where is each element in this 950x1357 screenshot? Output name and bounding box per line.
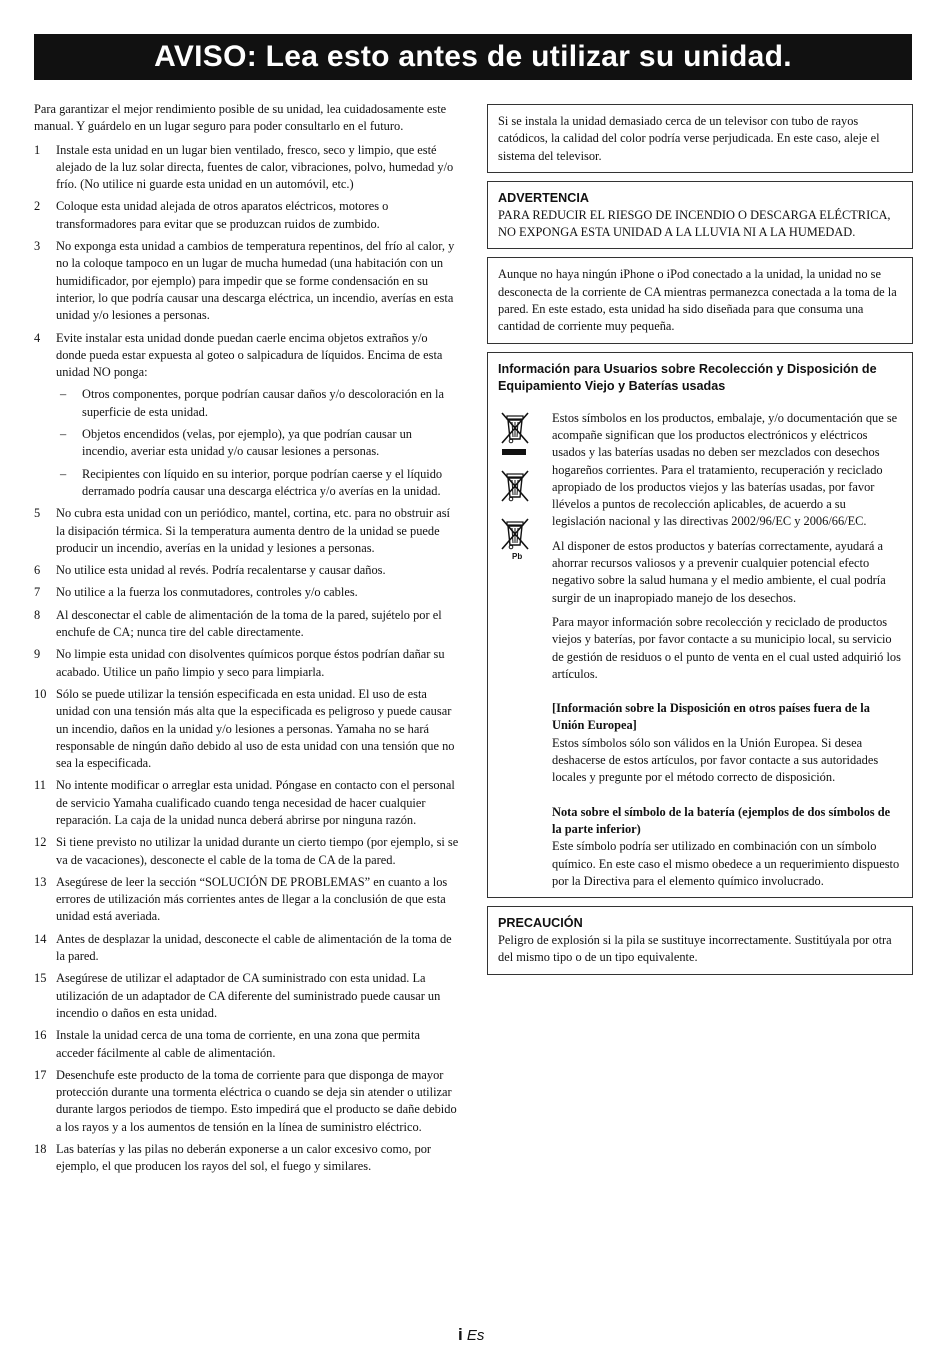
- warning-title: ADVERTENCIA: [498, 190, 589, 205]
- list-item-text: Evite instalar esta unidad donde puedan caerle encima objetos extraños y/o donde pueda estar expuesta al goteo o salpicadura de líquidos. Encima de esta unidad NO ponga:: [56, 330, 443, 380]
- weee-box: [487, 352, 913, 898]
- crossed-bin-bar-icon: [498, 410, 532, 460]
- list-item: 15 Asegúrese de utilizar el adaptador de CA suministrado con esta unidad. La utilización de un adaptador de CA diferente del suministrado puede causar un incendio o daños en esta unidad.: [34, 971, 441, 1020]
- list-item: 4 Evite instalar esta unidad donde puedan caerle encima objetos extraños y/o donde pueda estar expuesta al goteo o salpicadura de líquidos. Encima de esta unidad NO ponga: – Otros componentes, porque podrían causar daños y/o descoloración en la superficie de esta unidad. – Objetos encendidos (velas, por ejemplo), ya que podrían causar un incendio, averiar esta unidad y/o causar lesiones a personas. – Recipientes con líquido en su interior, porque podrían caerse y el líquido derramado podría causar una descarga eléctrica y/o averías en la unidad.: [34, 330, 460, 501]
- eu-info-title: [Información sobre la Disposición en otros países fuera de la Unión Europea]: [552, 701, 870, 733]
- battery-note-text: Este símbolo podría ser utilizado en combinación con un símbolo químico. En este caso el mismo obedece a un requerimiento dispuesto por la Directiva para el elemento químico involucrado.: [552, 839, 900, 888]
- pb-label: Pb: [512, 551, 523, 561]
- list-item: 12 Si tiene previsto no utilizar la unidad durante un cierto tiempo (por ejemplo, si se va de vacaciones), desconecte el cable de la toma de CA de la pared.: [34, 835, 459, 867]
- page-footer: [458, 1325, 484, 1345]
- list-item: 10 Sólo se puede utilizar la tensión especificada en esta unidad. El uso de esta unidad con una tensión más alta que la especificada es peligroso y puede causar un incendio, daños en la unidad y/o lesiones a personas. Yamaha no se hará responsable de ningún daño debido al uso de esta unidad con una tensión que no sea la especificada.: [34, 686, 455, 771]
- battery-note-title: Nota sobre el símbolo de la batería (ejemplos de dos símbolos de la parte inferior): [552, 804, 891, 836]
- crossed-bin-icon: [498, 468, 532, 504]
- weee-paragraph: Estos símbolos en los productos, embalaje, y/o documentación que se acompañe significan que los productos electrónicos y eléctricos usados y las baterías usadas no deben ser mezclados con desechos hogareños corrientes. Para el tratamiento, recuperación y reciclado apropiado de los productos viejos y las baterías usadas, por favor llévelos a puntos de recolección aplicables, de acuerdo a su legislación nacional y las directivas 2002/96/EC y 2006/66/EC.: [552, 410, 898, 529]
- page-title: AVISO: Lea esto antes de utilizar su unidad.: [154, 40, 792, 73]
- ipod-notice-box: [487, 257, 913, 343]
- sub-item: – Objetos encendidos (velas, por ejemplo), ya que podrían causar un incendio, averiar esta unidad y/o causar lesiones a personas.: [60, 427, 412, 459]
- weee-icons: [498, 410, 552, 890]
- left-column: [34, 101, 460, 1181]
- warning-text: PARA REDUCIR EL RIESGO DE INCENDIO O DESCARGA ELÉCTRICA, NO EXPONGA ESTA UNIDAD A LA LLUVIA NI A LA HUMEDAD.: [498, 207, 891, 240]
- tv-notice-box: [487, 104, 913, 173]
- list-item: 6 No utilice esta unidad al revés. Podría recalentarse y causar daños.: [34, 563, 386, 578]
- list-item: 8 Al desconectar el cable de alimentación de la toma de la pared, sujételo por el enchufe de CA; nunca tire del cable directamente.: [34, 607, 442, 640]
- precautions-list: [34, 142, 460, 1176]
- caution-box: [487, 906, 913, 975]
- list-item: 3 No exponga esta unidad a cambios de temperatura repentinos, del frío al calor, y no la coloque tampoco en un lugar de mucha humedad (una habitación con un humidificador, por ejemplo) para impedir que se forme condensación en su interior, lo que podría causar una descarga eléctrica, un incendio, averías en esta unidad y/o lesiones a personas.: [34, 239, 455, 323]
- page-number: i: [458, 1325, 463, 1344]
- warning-box: [487, 181, 913, 250]
- list-item: 9 No limpie esta unidad con disolventes químicos porque éstos podrían dañar su acabado. Utilice un paño limpio y seco para limpiarla.: [34, 647, 445, 679]
- weee-paragraph: Para mayor información sobre recolección y reciclado de productos viejos y baterías, por favor contacte a su municipio local, su servicio de gestión de residuos o el punto de venta en el cual usted adquirió los artículos.: [552, 614, 901, 681]
- sub-item: – Otros componentes, porque podrían causar daños y/o descoloración en la superficie de esta unidad.: [60, 387, 444, 419]
- caution-text: Peligro de explosión si la pila se sustituye incorrectamente. Sustitúyala por otra del mismo tipo o de un tipo equivalente.: [498, 933, 892, 965]
- sub-item: – Recipientes con líquido en su interior, porque podrían caerse y el líquido derramado podría causar una descarga eléctrica y/o averías en la unidad.: [60, 466, 443, 498]
- list-item: 16 Instale la unidad cerca de una toma de corriente, en una zona que permita acceder fácilmente al cable de alimentación.: [34, 1028, 420, 1060]
- tv-notice-text: Si se instala la unidad demasiado cerca de un televisor con tubo de rayos catódicos, la calidad del color podría verse perjudicada. En este caso, aleje el sistema del televisor.: [498, 114, 880, 163]
- list-item: 18 Las baterías y las pilas no deberán exponerse a un calor excesivo como, por ejemplo, el que producen los rayos del sol, el fuego y similares.: [34, 1142, 432, 1174]
- list-item: 1 Instale esta unidad en un lugar bien ventilado, fresco, seco y limpio, que esté alejado de la luz solar directa, fuentes de calor, vibraciones, polvo, humedad y/o frío. (No utilice ni guarde esta unidad en un automóvil, etc.): [34, 142, 454, 192]
- list-item: 17 Desenchufe este producto de la toma de corriente para que disponga de mayor protección durante una tormenta eléctrica o cuando se deja sin atender o utilizar durante largos periodos de tiempo. Esto impedirá que el producto se dañe debido a los rayos y a los aumentos de tensión en la línea de suministro eléctrico.: [34, 1067, 457, 1134]
- weee-title: Información para Usuarios sobre Recolección y Disposición de Equipamiento Viejo y Baterías usadas: [498, 361, 877, 394]
- list-item: 14 Antes de desplazar la unidad, desconecte el cable de alimentación de la toma de la pared.: [34, 931, 452, 964]
- crossed-bin-icon: [498, 516, 532, 552]
- caution-title: PRECAUCIÓN: [498, 916, 583, 931]
- list-item: 5 No cubra esta unidad con un periódico, mantel, cortina, etc. para no obstruir así la disipación térmica. Si la temperatura aumenta dentro de la unidad se puede producir un incendio, averías en la unidad y lesiones a personas.: [34, 506, 450, 555]
- list-item: 11 No intente modificar o arreglar esta unidad. Póngase en contacto con el personal de servicio Yamaha cualificado cuando tenga necesidad de hacer cualquier reparación. La caja de la unidad nunca deberá abrirse por ninguna razón.: [34, 778, 455, 827]
- eu-info-text: Estos símbolos sólo son válidos en la Unión Europea. Si desea deshacerse de estos artículos, por favor contacte a sus autoridades locales y pregunte por el método correcto de disposición.: [552, 735, 879, 785]
- ipod-notice-text: Aunque no haya ningún iPhone o iPod conectado a la unidad, la unidad no se desconecta de la corriente de CA mientras permanezca conectada a la toma de la pared. En este estado, esta unidad ha sido diseñada para que consuma una cantidad de corriente muy pequeña.: [498, 267, 897, 334]
- list-item: 7 No utilice a la fuerza los conmutadores, controles y/o cables.: [34, 585, 358, 600]
- language-code: Es: [466, 1327, 485, 1344]
- intro-paragraph: Para garantizar el mejor rendimiento posible de su unidad, lea cuidadosamente este manual. Y guárdelo en un lugar seguro para poder consultarlo en el futuro.: [34, 102, 447, 134]
- weee-paragraph: Al disponer de estos productos y baterías correctamente, ayudará a ahorrar recursos valiosos y a prevenir cualquier potencial efecto negativo sobre la salud humana y el medio ambiente, el cual podría surgir de un inapropiado manejo de los desechos.: [552, 538, 886, 605]
- list-item: 2 Coloque esta unidad alejada de otros aparatos eléctricos, motores o transformadores para evitar que se produzcan ruidos de zumbido.: [34, 199, 389, 231]
- list-item: 13 Asegúrese de leer la sección “SOLUCIÓN DE PROBLEMAS” en cuanto a los errores de utilización más corrientes antes de llegar a la conclusión de que esta unidad está averiada.: [34, 874, 448, 924]
- right-column: [487, 104, 913, 983]
- page-title-banner: [34, 34, 912, 80]
